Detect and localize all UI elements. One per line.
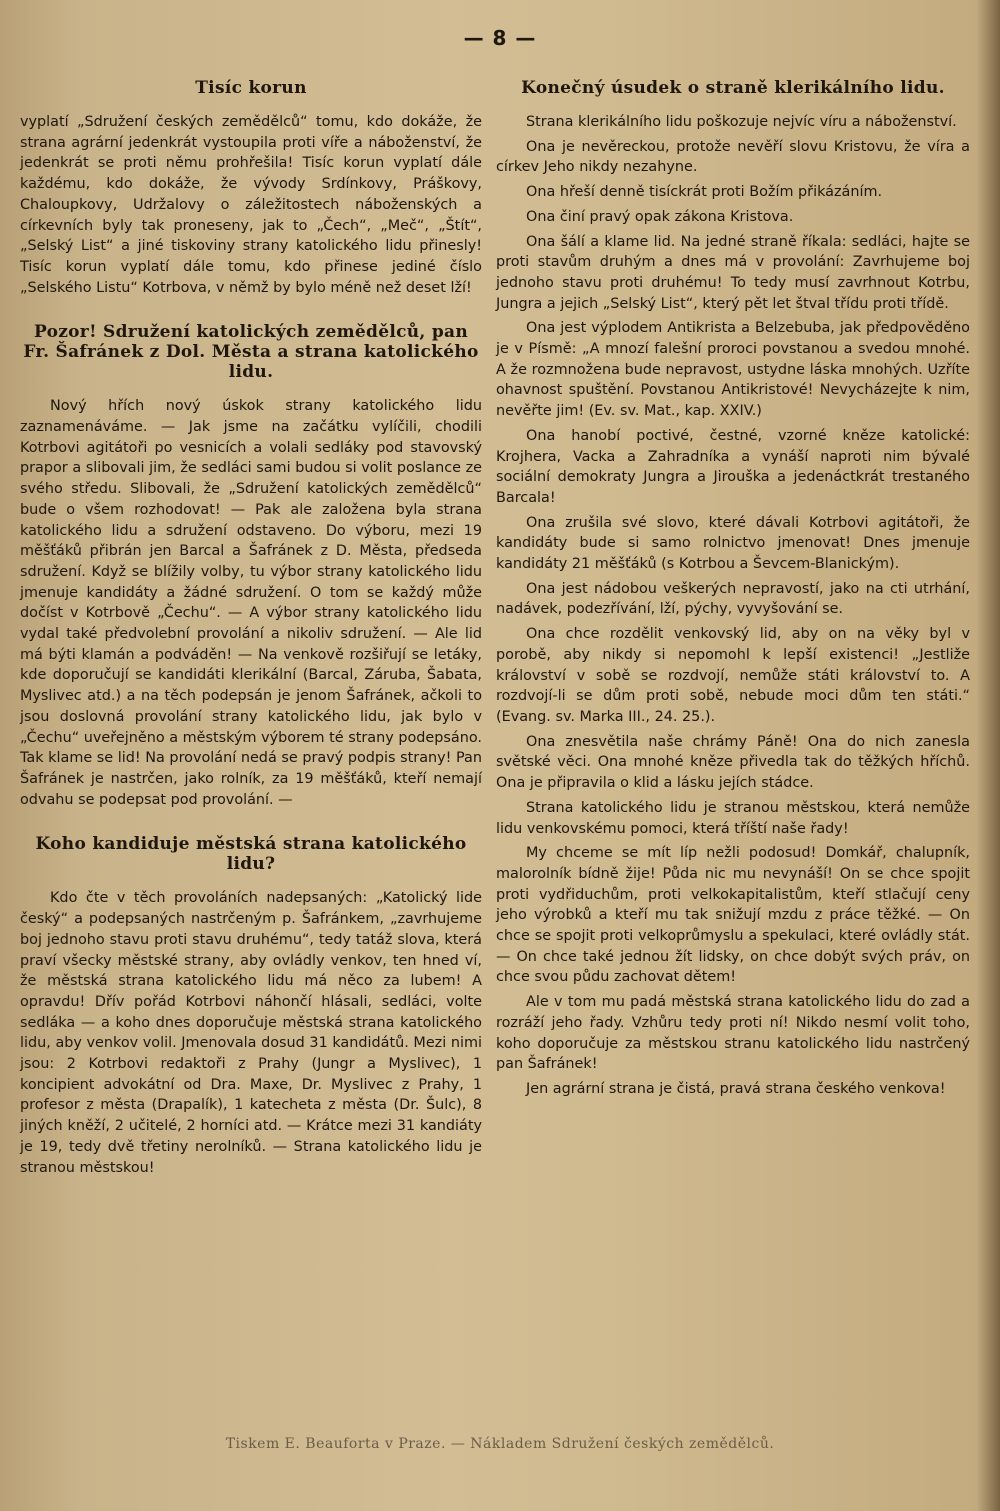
printer-imprint: Tiskem E. Beauforta v Praze. — Nákladem Sdružení českých zemědělců. [225,1436,775,1452]
article-paragraph: Strana katolického lidu je stranou městskou, která nemůže lidu venkovskému pomoci, která tříští naše řady! [496,799,970,837]
article-paragraph: Kdo čte v těch provoláních nadepsaných: „Katolický lide český“ a podepsaných nastrčeným p. Šafránkem, „zavrhujeme boj jednoho stavu proti stavu druhému“, tedy tatáž slova, která praví všecky městské strany, aby ovládly venkov, ten hned ví, že městská strana katolického lidu má něco za lubem! A opravdu! Dřív pořád Kotrbovi náhončí hlásali, sedláci, volte sedláka — a koho dnes doporučuje městská strana katolického lidu, aby venkov volil. Jmenovala dosud 31 kandidátů. Mezi nimi jsou: 2 Kotrbovi redaktoři z Prahy (Jungr a Myslivec), 1 koncipient advokátní od Dra. Maxe, Dr. Myslivec z Prahy, 1 profesor z města (Drapalík), 1 katecheta z města (Dr. Šulc), 8 jiných kněží, 2 učitelé, 2 horníci atd. — Krátce mezi 31 kandiáty je 19, tedy dvě třetiny nerolníků. — Strana katolického lidu je stranou městskou! [20,890,482,1176]
article-paragraph: Ona je nevěreckou, protože nevěří slovu Kristovu, že víra a církev Jeho nikdy nezahyne. [496,138,970,176]
page-edge-shadow [976,0,1000,1511]
article-paragraph: My chceme se mít líp nežli podosud! Domkář, chalupník, malorolník bídně žije! Půda nic mu nevynáší! On se chce spojit proti vydřiduchům, proti velkokapitalistům, kteří stlačují ceny jeho výrobků a kteří mu tak snižují mzdu z práce těžké. — On chce se spojit proti velkoprůmyslu a spekulaci, které ovládly stát. — On chce také jednou žít lidsky, on chce dobýt svých práv, on chce svou půdu zachovat dětem! [496,845,970,986]
article-paragraph: Ona chce rozdělit venkovský lid, aby on na věky byl v porobě, aby nikdy si nepomohl k lepší existenci! „Jestliže království v sobě se rozdvojí, nemůže státi království to. A rozdvojí-li se dům proti sobě, nebude moci dům ten státi.“ (Evang. sv. Marka III., 24. 25.). [496,626,970,725]
article-paragraph: vyplatí „Sdružení českých zemědělců“ tomu, kdo dokáže, že strana agrární jedenkrát vystoupila proti víře a náboženství, že jedenkrát se proti němu prohřešila! Tisíc korun vyplatí dále každému, kdo dokáže, že vývody Srdínkovy, Práškovy, Chaloupkovy, Udržalovy o záležitostech náboženských a církevních byly tak proneseny, jak to „Čech“, „Meč“, „Štít“, „Selský List“ a jiné tiskoviny strany katolického lidu přinesly! Tisíc korun vyplatí dále tomu, kdo přinese jediné číslo „Selského Listu“ Kotrbova, v němž by bylo méně než deset lží! [20,114,482,296]
article-paragraph: Ona zrušila své slovo, které dávali Kotrbovi agitátoři, že kandidáty bude si samo rolnictvo jmenovat! Dnes jmenuje kandidáty 21 měšťáků (s Kotrbou a Ševcem-Blanickým). [496,514,970,573]
page-number: — 8 — [463,26,537,50]
article-tisic-korun [20,78,482,298]
right-column [496,78,970,1100]
article-koho-kandiduje [20,834,482,1178]
article-title: Tisíc korun [195,78,307,98]
article-title: Pozor! Sdružení katolických zemědělců, pan Fr. Šafránek z Dol. Města a strana katolického lidu. [23,322,479,383]
article-paragraph: Ona činí pravý opak zákona Kristova. [526,208,794,225]
left-column [20,78,482,1178]
article-paragraph: Strana klerikálního lidu poškozuje nejvíc víru a náboženství. [526,114,957,130]
article-paragraph: Ona šálí a klame lid. Na jedné straně říkala: sedláci, hajte se proti stavům druhým a dnes má v provolání: Zavrhujeme boj jednoho stavu proti druhému! To tedy musí zavrhnout Kotrbu, Jungra a jejich „Selský List“, který pět let štval třídu proti třídě. [496,233,970,312]
article-paragraph: Nový hřích nový úskok strany katolického lidu zaznamenáváme. — Jak jsme na začátku vylíčili, chodili Kotrbovi agitátoři po vesnicích a volali sedláky pod stavovský prapor a slibovali jim, že sedláci sami budou si volit poslance ze svého středu. Slibovali, že „Sdružení katolických zemědělců“ bude o všem rozhodovat! — Pak ale založena byla strana katolického lidu a sdružení odstaveno. Do výboru, mezi 19 měšťáků přibrán jen Barcal a Šafránek z D. Města, předseda sdružení. Když se blížily volby, tu výbor strany katolického lidu jmenuje kandidáty a žádné sdružení. O tom se každý může dočíst v Kotrbově „Čechu“. — A výbor strany katolického lidu vydal také předvolební provolání a nikoliv sdružení. — Ale lid má býti klamán a podváděn! — Na venkově rozšiřují se letáky, kde doporučují se kandidáti klerikální (Barcal, Záruba, Šabata, Myslivec atd.) a na těch podepsán je jenom Šafránek, ačkoli to jsou doslovná provolání strany katolického lidu, jak bylo v „Čechu“ uveřejněno a městským výborem té strany podepsáno. Tak klame se lid! Na provolání nedá se pravý podpis strany! Pan Šafránek je nastrčen, jako rolník, za 19 měšťáků, kteří nemají odvahu se podepsat pod provolání. — [20,398,482,808]
article-pozor [20,322,482,810]
article-paragraph: Ale v tom mu padá městská strana katolického lidu do zad a rozráží jeho řady. Vzhůru tedy proti ní! Nikdo nesmí volit toho, koho doporučuje za městskou stranu katolického lidu nastrčený pan Šafránek! [496,994,970,1073]
article-paragraph: Ona jest nádobou veškerých nepravostí, jako na cti utrhání, nadávek, podezřívání, lží, pýchy, vyvyšování se. [496,580,970,618]
article-paragraph: Ona znesvětila naše chrámy Páně! Ona do nich zanesla světské věci. Ona mnohé kněze přivedla tak do těžkých hříchů. Ona je připravila o klid a lásku jejích stádce. [496,733,970,792]
article-paragraph: Jen agrární strana je čistá, pravá strana českého venkova! [526,1080,946,1097]
article-konecny-usudek [496,78,970,1100]
article-paragraph: Ona jest výplodem Antikrista a Belzebuba, jak předpověděno je v Písmě: „A mnozí falešní proroci povstanou a svedou mnohé. A že rozmnožena bude nepravost, ustydne láska mnohých. Uzříte ohavnost spuštění. Povstanou Antikristové! Nevycházejte k nim, nevěřte jim! (Ev. sv. Mat., kap. XXIV.) [496,320,970,420]
article-title: Koho kandiduje městská strana katolického lidu? [35,834,467,875]
article-paragraph: Ona hanobí poctivé, čestné, vzorné kněze katolické: Krojhera, Vacka a Zahradníka a vynáší naproti nim bývalé sociální demokraty Jungra a Jirouška a jedenáctkrát trestaného Barcala! [496,427,970,506]
article-paragraph: Ona hřeší denně tisíckrát proti Božím přikázáním. [526,184,883,201]
article-title: Konečný úsudek o straně klerikálního lidu. [521,78,945,98]
